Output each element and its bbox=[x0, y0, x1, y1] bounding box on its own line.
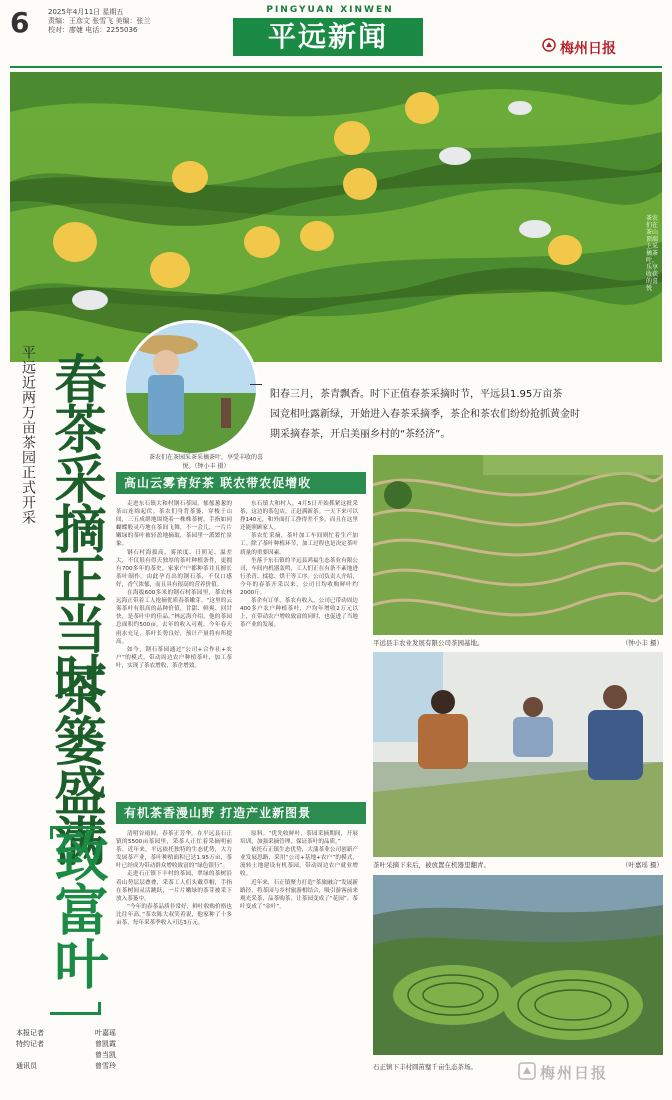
paragraph: 走进东石镇大和村钢石茶园，郁郁葱葱的茶山连绵起伏。茶农们身背茶篓，穿梭于山间，三五成群地围绕着一株株茶树，手指如同蝴蝶般灵巧地在茶间飞舞，不一会儿，一片片嫩绿的茶叶被轻盈地摘取，茶园里一派繁忙景象。 bbox=[116, 501, 232, 548]
aerial-farm-illustration bbox=[373, 875, 663, 1055]
headline-line1: 春茶采摘正当时 bbox=[45, 352, 106, 702]
deck-line: 园竞相吐露新绿，开始进入春茶采摘季，茶企和茶农们纷纷抢抓黄金时 bbox=[270, 409, 580, 420]
processing-illustration bbox=[373, 652, 663, 857]
header-rule bbox=[10, 66, 662, 68]
byline-row bbox=[16, 1039, 116, 1050]
headline-bracket-bottom bbox=[50, 1002, 101, 1015]
deck-rule bbox=[250, 384, 262, 385]
photo1-credit: （钟小丰 摄） bbox=[621, 639, 663, 647]
section-title: 平远新闻 bbox=[233, 18, 423, 56]
photo2-credit: （叶嘉瑶 摄） bbox=[621, 861, 663, 869]
paragraph: 如今，钢石茶园通过“公司+合作社+农户”的模式，带动周边农户种植茶叶、加工茶叶，实现了茶农增收、茶企增效。 bbox=[116, 646, 232, 669]
tea-processing-photo bbox=[373, 652, 663, 857]
byline-row bbox=[16, 1050, 116, 1061]
headline-subtitle: 平远近两万亩茶园正式开采 bbox=[20, 345, 36, 525]
headline-line3: 致富叶 bbox=[46, 828, 110, 990]
paragraph: 坐落于东石镇的平远县鸿福生态茶业有限公司，车间内机器轰鸣，工人们正在有条不紊地进行杀青、揉捻、烘干等工序。公司负责人介绍，今年的春茶开采以来，公司日均收购鲜叶约2000斤。 bbox=[240, 557, 358, 597]
watermark-brand: 梅州日报 bbox=[540, 1064, 609, 1082]
headline-line2: 茶篓盛满 bbox=[45, 664, 106, 864]
section1-column1 bbox=[116, 500, 232, 796]
photo2-caption-row bbox=[373, 860, 663, 869]
byline-name: 叶嘉瑶 bbox=[95, 1029, 116, 1037]
byline-row bbox=[16, 1061, 116, 1072]
watermark-logo-icon bbox=[518, 1062, 536, 1080]
byline-name: 曾雪玲 bbox=[95, 1062, 116, 1070]
newspaper-logo-icon bbox=[542, 38, 556, 52]
portrait-illustration bbox=[126, 323, 256, 453]
masthead-meta bbox=[48, 8, 198, 35]
paragraph: 原料。“优先收鲜叶，茶园采摘期间，开展培训，加强采摘管理，保证茶叶的品质。” bbox=[240, 831, 358, 846]
paragraph: 走进石正镇下丰村的茶园，翠绿的茶树沿着山势层层叠叠，采茶工人们头戴草帽，手指在茶树间灵活跳跃，一片片嫩绿的茶芽被采下放入茶篓中。 bbox=[116, 871, 232, 902]
section2-column1 bbox=[116, 830, 232, 1092]
article-deck bbox=[270, 385, 645, 445]
byline-list bbox=[16, 1028, 116, 1072]
byline-row bbox=[16, 1028, 116, 1039]
hero-photo bbox=[10, 72, 662, 362]
portrait-caption: 茶农们在茶园采茶采摘茶叶，享受丰收的喜悦。（钟小丰 摄） bbox=[148, 454, 263, 470]
section1-heading: 高山云雾育好茶 联农带农促增收 bbox=[116, 472, 366, 494]
section2-column2 bbox=[240, 830, 358, 1092]
byline-role: 特约记者 bbox=[16, 1040, 44, 1048]
deck-line: 期采摘春茶，开启美丽乡村的“茶经济”。 bbox=[270, 429, 451, 440]
byline-role: 本报记者 bbox=[16, 1029, 44, 1037]
byline-role: 通讯员 bbox=[16, 1062, 37, 1070]
photo2-caption: 茶叶采摘下来后，被放置在机器里翻青。 bbox=[373, 861, 490, 869]
farmer-portrait bbox=[123, 320, 259, 456]
paragraph: 依托石正镇生态优势，大蒲茶业公司创新产业发展思路，采用“公司+基地+农户”的模式，流转土地建设有机茶园，带动周边农户就业增收。 bbox=[240, 847, 358, 878]
photo1-caption: 平远县丰农业发展有限公司茶园基地。 bbox=[373, 639, 484, 647]
newspaper-brand: 梅州日报 bbox=[560, 41, 616, 57]
paragraph: 近年来，石正镇聚力打造“茶旅融合”发展新路径，将茶园与乡村旅游相结合，吸引游客前来观光采茶、品茶购茶，让茶园变成了“花园”、茶叶变成了“金叶”。 bbox=[240, 879, 358, 910]
page-number: 6 bbox=[10, 6, 30, 39]
paragraph: 在海拔600多米的钢石村茶园里，茶农林远海正带着工人抢摘优质春茶嫩芽。“这里的云雾茶叶有很高的品种价值，甘甜、鲜爽、回甘快，是茶叶中的佳品。”林远海介绍，他的茶园总面积约500亩，去年的收入可观。今年春天雨水充足，茶叶长势良好，预计产量将有所提高。 bbox=[116, 590, 232, 645]
paragraph: 茶企有订单，茶农有收入。公司已带动周边400多户农户种植茶叶，户均年增收2万元以上，在带动农户增收致富的同时，也促进了当地茶产业的发展。 bbox=[240, 598, 358, 629]
terrace-illustration bbox=[373, 455, 663, 635]
photo3-caption: 石正镇下丰村圆苗璧千亩生态茶场。 bbox=[373, 1063, 477, 1071]
section-pinyin: PINGYUAN XINWEN bbox=[266, 5, 394, 15]
paragraph: “今年的春茶品质非常好，鲜叶收购价格也比往年高。”茶农陈大叔笑着说，他家种了十多亩茶，每年采茶季收入可达3万元。 bbox=[116, 903, 232, 927]
paragraph: 清明谷雨间，春茶正芳华。在平远县石正镇的5500亩茶园里，采茶人正忙着采摘明前茶。近年来，平远依托独特的生态优势，大力发展茶产业，茶叶种植面积已达1.95万亩，茶叶已经成为带动群众增收致富的“绿色银行”。 bbox=[116, 831, 232, 870]
byline-name: 曾当凯 bbox=[95, 1051, 116, 1059]
paragraph: 东石镇大和村人，4月5日开始抓紧这批采茶，这边的茶包店，正赶满新茶。一天下来可以挣140元，和外面打工挣得差不多，而且在这里还能照顾家人。 bbox=[240, 501, 358, 532]
date-line: 2025年4月11日 星期五 bbox=[48, 8, 124, 16]
proof-line: 校对：廖婕 电话：2255036 bbox=[48, 26, 138, 34]
photo1-caption-row bbox=[373, 638, 663, 647]
section1-column2 bbox=[240, 500, 358, 796]
hero-caption: 茶农们在茶山顶端上采摘茶叶，乐享收获的喜悦 bbox=[646, 215, 659, 292]
tea-field-illustration bbox=[10, 72, 662, 362]
byline-name: 曾凯霞 bbox=[95, 1040, 116, 1048]
deck-line: 阳春三月，茶青飘香。时下正值春茶采摘时节，平远县1.95万亩茶 bbox=[270, 389, 563, 400]
ecological-tea-farm-photo bbox=[373, 875, 663, 1055]
paragraph: 钢石村海拔高，雾浓度、日照足、温差大，不仅很有得天独厚的茶叶种植条件，更拥有700多年的茶史，家家户户都种茶并且擅长茶叶制作。由此孕育出的钢石茶，不仅口感好，香气浓郁，而且具有很高的营养价值。 bbox=[116, 549, 232, 588]
terraced-tea-photo bbox=[373, 455, 663, 635]
section2-heading: 有机茶香漫山野 打造产业新图景 bbox=[116, 802, 366, 824]
editors-line: 责编：王彦文 张雪飞 美编：张兰 bbox=[48, 17, 151, 25]
paragraph: 茶农忙采摘，茶叶加工车间则忙着生产加工。除了茶叶种植环节，加工过程也是决定茶叶质量的重要因素。 bbox=[240, 533, 358, 556]
